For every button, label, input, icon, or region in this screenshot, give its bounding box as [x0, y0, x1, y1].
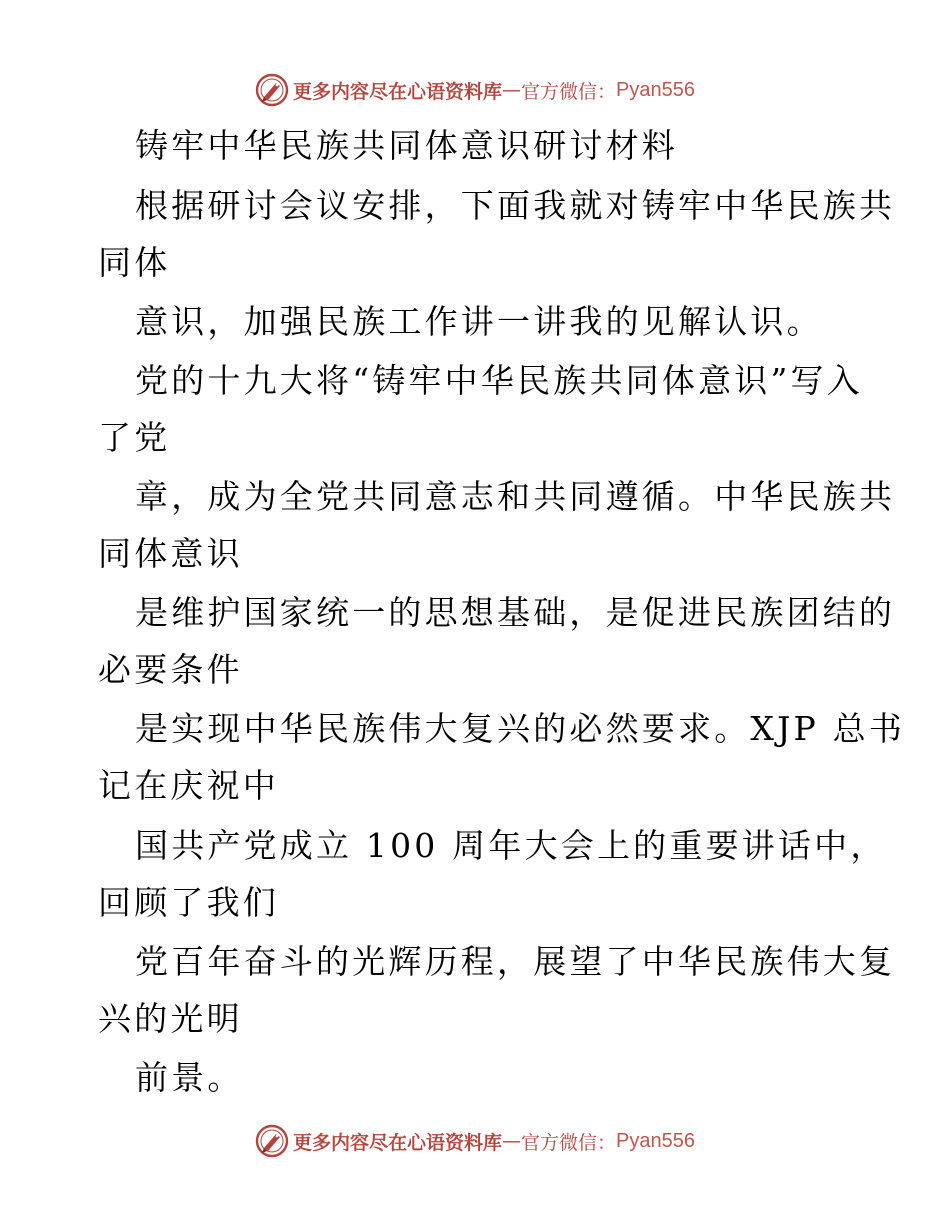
doc-line: 记在庆祝中: [98, 766, 279, 805]
doc-line: 同体意识: [98, 534, 243, 573]
doc-line: 意识，加强民族工作讲一讲我的见解认识。: [135, 302, 823, 341]
doc-line: 回顾了我们: [98, 883, 279, 922]
doc-line: 国共产党成立 100 周年大会上的重要讲话中，: [135, 826, 887, 865]
doc-line: 根据研讨会议安排，下面我就对铸牢中华民族共: [135, 186, 896, 225]
doc-line: 党的十九大将“铸牢中华民族共同体意识”写入: [135, 361, 863, 400]
wechat-id: Pyan556: [616, 78, 695, 101]
site-name: 更多内容尽在心语资料库: [293, 1131, 503, 1154]
doc-line: 党百年奋斗的光辉历程，展望了中华民族伟大复: [135, 942, 896, 981]
separator-dash: —: [502, 79, 522, 101]
doc-line: 必要条件: [98, 650, 243, 689]
doc-line: 章，成为全党共同意志和共同遵循。中华民族共: [135, 477, 896, 516]
site-name: 更多内容尽在心语资料库: [293, 80, 503, 103]
doc-line: 是实现中华民族伟大复兴的必然要求。XJP 总书: [135, 709, 906, 748]
doc-line: 是维护国家统一的思想基础，是促进民族团结的: [135, 593, 896, 632]
header-watermark-banner: [0, 70, 950, 110]
footer-watermark-banner: [0, 1121, 950, 1161]
separator-dash: —: [502, 1130, 522, 1152]
wechat-label: 官方微信：: [521, 80, 617, 103]
pen-logo-icon: [255, 73, 289, 107]
doc-line: 前景。: [135, 1058, 244, 1097]
doc-line: 兴的光明: [98, 999, 243, 1038]
doc-line: 同体: [98, 243, 171, 282]
wechat-label: 官方微信：: [521, 1131, 617, 1154]
doc-line: 了党: [98, 418, 171, 457]
wechat-id: Pyan556: [616, 1129, 695, 1152]
pen-logo-icon: [255, 1124, 289, 1158]
doc-title: 铸牢中华民族共同体意识研讨材料: [135, 126, 678, 165]
